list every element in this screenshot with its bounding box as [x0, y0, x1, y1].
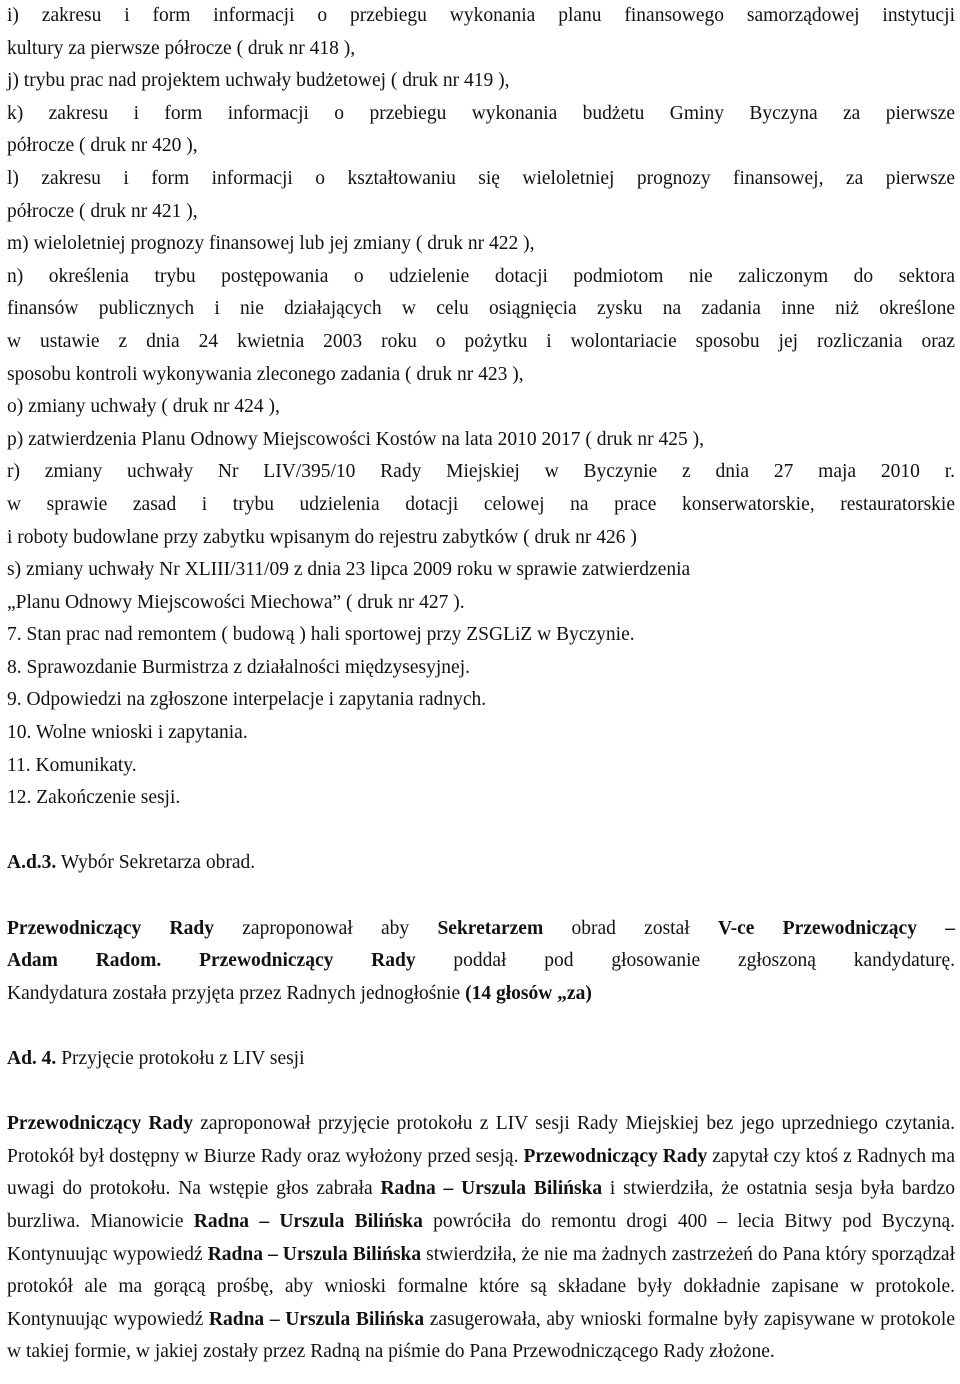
paragraph-line — [7, 913, 955, 946]
role-name: Sekretarzem — [437, 917, 544, 939]
agenda-item-j: j) trybu prac nad projektem uchwały budżetowej ( druk nr 419 ), — [7, 70, 510, 92]
agenda-line: w sprawie zasad i trybu udzielenia dotacji celowej na prace konserwatorskie, restauratorskie — [7, 493, 955, 515]
paragraph-text: zasugerowała, aby wnioski formalne były zapisywane w protokole w takiej formie, w jakiej zostały przez Radną na piśmie do Pana Przewodniczącego Rady złożone. — [7, 1308, 955, 1363]
speaker-name: Radna – Urszula Bilińska — [208, 1308, 425, 1330]
agenda-item-s — [7, 554, 955, 619]
spacer — [7, 880, 955, 913]
section-heading-ad4 — [7, 1043, 955, 1076]
agenda-item-12: 12. Zakończenie sesji. — [7, 787, 181, 809]
agenda-line: n) określenia trybu postępowania o udzielenie dotacji podmiotom nie zaliczonym do sektora — [7, 265, 955, 287]
paragraph-text: zaproponował przyjęcie protokołu z LIV sesji Rady Miejskiej bez jego uprzedniego czytania. Protokół był dostępny w Biurze Rady oraz wyłożony przed sesją. — [7, 1113, 955, 1167]
paragraph-text: zapytał czy ktoś z Radnych ma uwagi do protokołu. Na wstępie głos zabrała — [7, 1145, 955, 1200]
agenda-item-l — [7, 163, 955, 228]
agenda-line: k) zakresu i form informacji o przebiegu wykonania budżetu Gminy Byczyna za pierwsze — [7, 102, 955, 124]
agenda-line: s) zmiany uchwały Nr XLIII/311/09 z dnia 23 lipca 2009 roku w sprawie zatwierdzenia — [7, 559, 691, 581]
paragraph-text: i stwierdziła, że ostatnia sesja była bardzo burzliwa. Mianowicie — [7, 1178, 955, 1232]
agenda-line: w ustawie z dnia 24 kwietnia 2003 roku o pożytku i wolontariacie sposobu jej rozliczania oraz — [7, 330, 955, 352]
agenda-line: kultury za pierwsze półrocze ( druk nr 418 ), — [7, 37, 356, 59]
spacer — [7, 1010, 955, 1043]
paragraph-text: zaproponował aby — [214, 917, 438, 939]
agenda-item-i — [7, 0, 955, 65]
agenda-line: „Planu Odnowy Miejscowości Miechowa” ( druk nr 427 ). — [7, 591, 465, 613]
speaker-name: Przewodniczący Rady — [7, 1113, 193, 1135]
agenda-item-o: o) zmiany uchwały ( druk nr 424 ), — [7, 396, 280, 418]
role-name: V-ce Przewodniczący – — [717, 917, 955, 939]
agenda-line: sposobu kontroli wykonywania zleconego zadania ( druk nr 423 ), — [7, 363, 524, 385]
agenda-line: półrocze ( druk nr 420 ), — [7, 135, 198, 157]
agenda-item-11: 11. Komunikaty. — [7, 754, 137, 776]
agenda-line: r) zmiany uchwały Nr LIV/395/10 Rady Miejskiej w Byczynie z dnia 27 maja 2010 r. — [7, 461, 955, 483]
section-heading-ad3 — [7, 847, 955, 880]
ad4-paragraph — [7, 1108, 955, 1369]
speaker-name: Radna – Urszula Bilińska — [207, 1243, 422, 1265]
agenda-item-k — [7, 98, 955, 163]
paragraph-text: poddał pod głosowanie zgłoszoną kandydaturę. — [415, 950, 955, 972]
paragraph-text: powróciła do remontu drogi 400 – lecia Bitwy pod Byczyną. Kontynuując wypowiedź — [7, 1210, 955, 1265]
agenda-line: i roboty budowlane przy zabytku wpisanym do rejestru zabytków ( druk nr 426 ) — [7, 526, 637, 548]
agenda-line: i) zakresu i form informacji o przebiegu wykonania planu finansowego samorządowej instytucji — [7, 5, 955, 26]
agenda-item-n — [7, 261, 955, 391]
agenda-line: półrocze ( druk nr 421 ), — [7, 200, 198, 222]
section-title: Wybór Sekretarza obrad. — [56, 852, 256, 874]
section-number: A.d.3. — [7, 852, 57, 874]
paragraph-text: obrad został — [543, 917, 718, 939]
agenda-item-8: 8. Sprawozdanie Burmistrza z działalności międzysesyjnej. — [7, 656, 470, 678]
speaker-name: Radna – Urszula Bilińska — [380, 1178, 603, 1200]
spacer — [7, 815, 955, 848]
paragraph-text: Kandydatura została przyjęta przez Radnych jednogłośnie — [7, 982, 466, 1004]
speaker-name: Przewodniczący Rady — [523, 1145, 708, 1167]
agenda-line: l) zakresu i form informacji o kształtowaniu się wieloletniej prognozy finansowej, za pierwsze — [7, 167, 955, 189]
agenda-line: finansów publicznych i nie działających w celu osiągnięcia zysku na zadania inne niż określone — [7, 298, 955, 320]
ad3-paragraph — [7, 913, 955, 1011]
speaker-name: Radna – Urszula Bilińska — [193, 1210, 423, 1232]
speaker-name: Przewodniczący Rady — [7, 917, 214, 939]
vote-result: (14 głosów „za) — [465, 982, 592, 1004]
speaker-name: Adam Radom. Przewodniczący Rady — [7, 950, 416, 972]
paragraph-text: stwierdziła, że nie ma żadnych zastrzeżeń do Pana który sporządzał protokół ale ma gorącą prośbę, aby wnioski formalne które są składane były dokładnie zapisane w protokole. Kontynuując wypowiedź — [7, 1243, 955, 1330]
agenda-item-7: 7. Stan prac nad remontem ( budową ) hali sportowej przy ZSGLiZ w Byczynie. — [7, 624, 635, 646]
agenda-item-9: 9. Odpowiedzi na zgłoszone interpelacje i zapytania radnych. — [7, 689, 487, 711]
paragraph-line — [7, 978, 955, 1011]
agenda-item-r — [7, 456, 955, 554]
document-page — [7, 0, 955, 1369]
paragraph-line — [7, 945, 955, 978]
section-title: Przyjęcie protokołu z LIV sesji — [56, 1048, 305, 1069]
spacer — [7, 1076, 955, 1109]
agenda-item-m: m) wieloletniej prognozy finansowej lub jej zmiany ( druk nr 422 ), — [7, 233, 535, 255]
section-number: Ad. 4. — [7, 1048, 57, 1069]
agenda-item-p: p) zatwierdzenia Planu Odnowy Miejscowości Kostów na lata 2010 2017 ( druk nr 425 ), — [7, 428, 704, 450]
agenda-item-10: 10. Wolne wnioski i zapytania. — [7, 722, 248, 744]
